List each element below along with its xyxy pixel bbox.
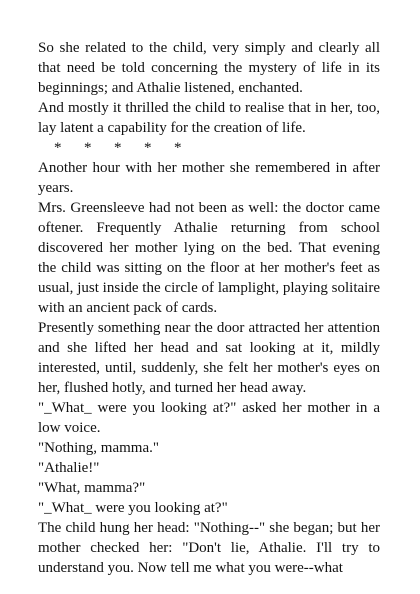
dialogue-line: "_What_ were you looking at?" asked her mother in a low voice. [38, 400, 380, 436]
dialogue-line: "What, mamma?" [38, 480, 146, 496]
paragraph: And mostly it thrilled the child to realise that in her, too, lay latent a capability for the creation of life. [38, 100, 380, 136]
page-text [38, 38, 380, 578]
dialogue-line: "Athalie!" [38, 460, 100, 476]
paragraph: Presently something near the door attracted her attention and she lifted her head and sat looking at it, mildly interested, until, suddenly, she felt her mother's eyes on her, flushed hotly, and turned her head away. [38, 320, 380, 396]
dialogue-line: "Nothing, mamma." [38, 440, 159, 456]
paragraph: Mrs. Greensleeve had not been as well: the doctor came oftener. Frequently Athalie returning from school discovered her mother lying on the bed. That evening the child was sitting on the floor at her mother's feet as usual, just inside the circle of lamplight, playing solitaire with an ancient pack of cards. [38, 200, 380, 316]
paragraph: So she related to the child, very simply and clearly all that need be told concerning the mystery of life in its beginnings; and Athalie listened, enchanted. [38, 40, 380, 96]
paragraph: Another hour with her mother she remembered in after years. [38, 160, 380, 196]
paragraph: The child hung her head: "Nothing--" she began; but her mother checked her: "Don't lie, Athalie. I'll try to understand you. Now tell me what you were--what [38, 520, 380, 576]
section-break: * * * * * [54, 140, 182, 156]
dialogue-line: "_What_ were you looking at?" [38, 500, 228, 516]
